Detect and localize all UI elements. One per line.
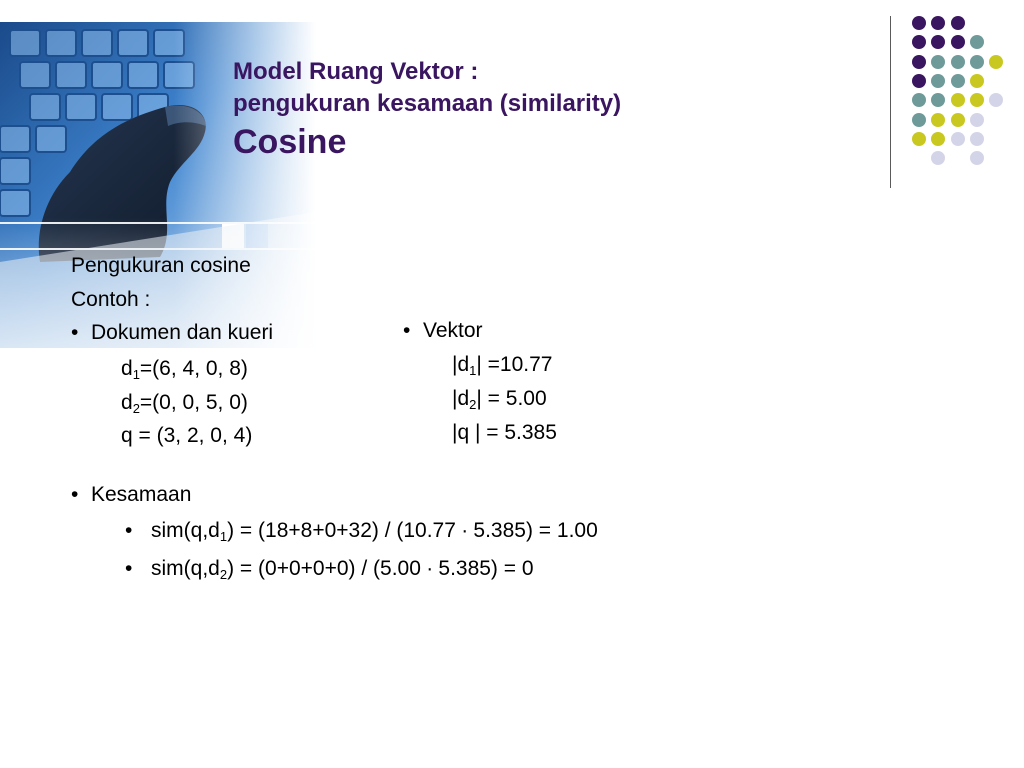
- norm-d2: [452, 386, 547, 412]
- bullet-icon: •: [71, 321, 79, 344]
- dot-olive: [931, 132, 945, 146]
- bullet-kesamaan: [71, 482, 191, 508]
- title-line-3: Cosine: [233, 123, 347, 161]
- norm-d1-subscript: 1: [469, 363, 477, 378]
- vector-q: q = (3, 2, 0, 4): [121, 424, 253, 447]
- sim1-prefix: sim(q,d: [151, 519, 220, 542]
- dot-olive: [951, 113, 965, 127]
- norm-d2-value: | = 5.00: [476, 387, 547, 410]
- bullet-icon: •: [125, 519, 133, 542]
- dot-lavender: [970, 113, 984, 127]
- bullet-kesamaan-label: Kesamaan: [91, 483, 192, 506]
- dot-purple: [912, 55, 926, 69]
- sim2-subscript: 2: [219, 567, 228, 582]
- dot-teal: [912, 93, 926, 107]
- title-line-1: Model Ruang Vektor :: [233, 58, 479, 85]
- dot-purple: [912, 16, 926, 30]
- dot-teal: [931, 74, 945, 88]
- dot-olive: [989, 55, 1003, 69]
- dot-olive: [931, 113, 945, 127]
- dot-olive: [951, 93, 965, 107]
- dot-purple: [931, 16, 945, 30]
- example-label: Contoh :: [71, 288, 151, 311]
- dot-teal: [970, 35, 984, 49]
- dot-olive: [912, 132, 926, 146]
- bullet-icon: •: [125, 557, 133, 580]
- sim2-prefix: sim(q,d: [151, 557, 220, 580]
- norm-d1-open: |d: [452, 353, 470, 376]
- dot-teal: [931, 93, 945, 107]
- dot-lavender: [951, 132, 965, 146]
- dot-lavender: [970, 132, 984, 146]
- dot-teal: [931, 55, 945, 69]
- dot-purple: [912, 74, 926, 88]
- dot-teal: [951, 55, 965, 69]
- d1-subscript: 1: [132, 367, 140, 382]
- bullet-icon: •: [403, 319, 411, 342]
- dot-lavender: [970, 151, 984, 165]
- norm-d1-value: | =10.77: [476, 353, 553, 376]
- norm-d1: [452, 352, 552, 378]
- dot-lavender: [931, 151, 945, 165]
- d1-value: =(6, 4, 0, 8): [139, 357, 248, 380]
- bullet-dokumen-kueri: [71, 320, 273, 346]
- dot-teal: [970, 55, 984, 69]
- sim1-subscript: 1: [219, 529, 228, 544]
- heading-pengukuran-cosine: Pengukuran cosine: [71, 254, 251, 277]
- bullet-dokumen-kueri-label: Dokumen dan kueri: [91, 321, 274, 344]
- title-line-2: pengukuran kesamaan (similarity): [233, 90, 622, 117]
- dot-purple: [951, 16, 965, 30]
- d2-prefix: d: [121, 391, 133, 414]
- bullet-vektor: [403, 318, 483, 344]
- d1-prefix: d: [121, 357, 133, 380]
- bullet-vektor-label: Vektor: [423, 319, 483, 342]
- dot-olive: [970, 93, 984, 107]
- vector-d2: [121, 390, 248, 416]
- dot-teal: [951, 74, 965, 88]
- vector-d1: [121, 356, 248, 382]
- slide-title: [233, 56, 621, 164]
- norm-d2-open: |d: [452, 387, 470, 410]
- norm-d2-subscript: 2: [469, 397, 477, 412]
- norm-q: |q | = 5.385: [452, 421, 557, 444]
- bullet-icon: •: [71, 483, 79, 506]
- d2-subscript: 2: [132, 401, 140, 416]
- similarity-q-d1: [125, 518, 598, 544]
- title-divider: [890, 16, 891, 188]
- dot-lavender: [989, 93, 1003, 107]
- similarity-q-d2: [125, 556, 534, 582]
- dot-purple: [912, 35, 926, 49]
- sim2-value: ) = (0+0+0+0) / (5.00 ∙ 5.385) = 0: [227, 557, 534, 580]
- dot-teal: [912, 113, 926, 127]
- dot-purple: [931, 35, 945, 49]
- dot-purple: [951, 35, 965, 49]
- dot-olive: [970, 74, 984, 88]
- sim1-value: ) = (18+8+0+32) / (10.77 ∙ 5.385) = 1.00: [227, 519, 598, 542]
- d2-value: =(0, 0, 5, 0): [139, 391, 248, 414]
